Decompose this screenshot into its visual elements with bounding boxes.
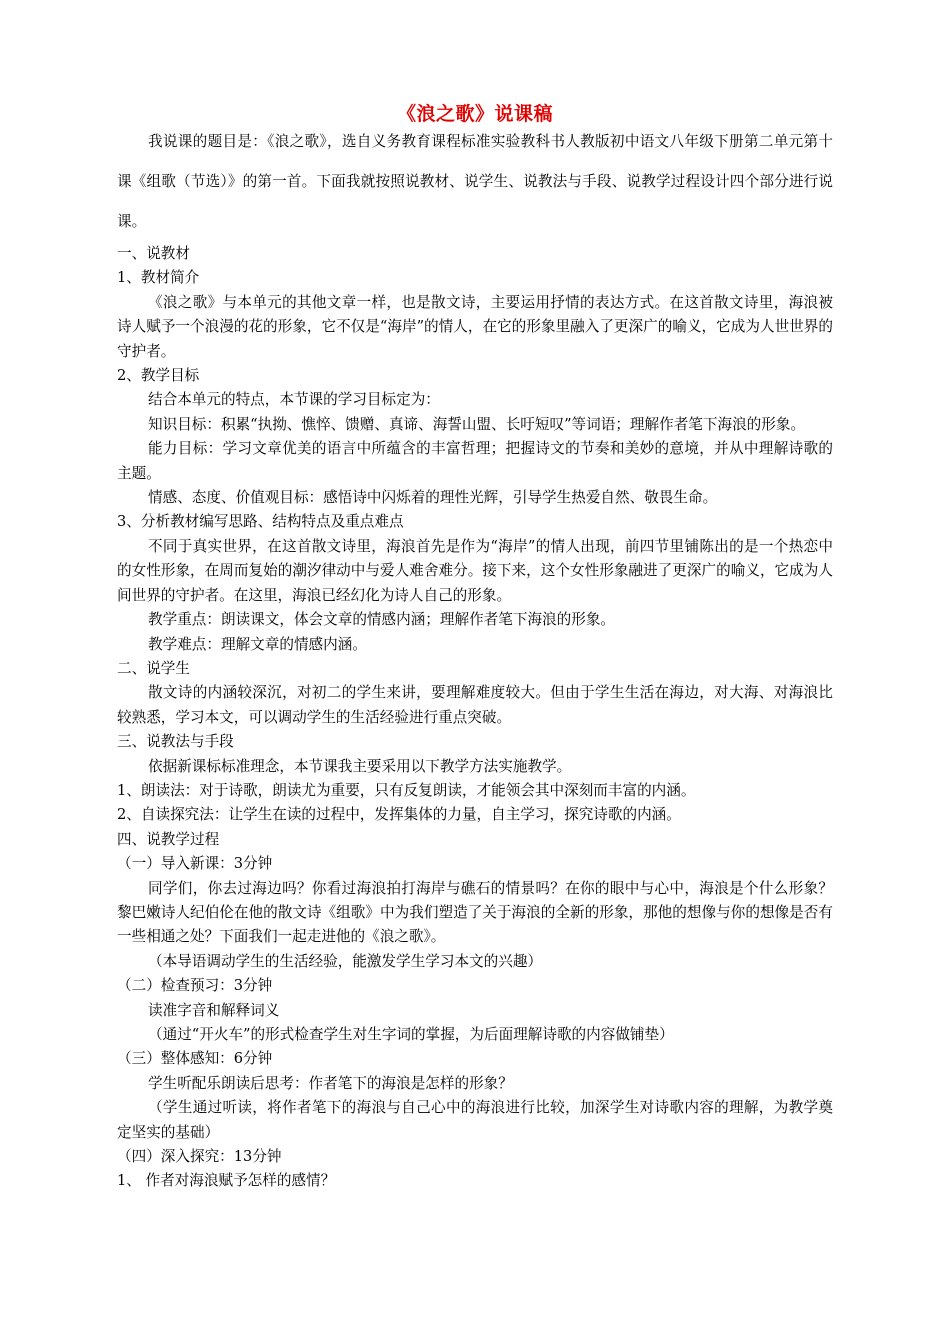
section-heading: 二、说学生 (117, 659, 190, 677)
body-paragraph: 学生听配乐朗读后思考：作者笔下的海浪是怎样的形象？ (148, 1074, 513, 1092)
section-heading: 三、说教法与手段 (117, 733, 234, 751)
body-paragraph: （本导语调动学生的生活经验，能激发学生学习本文的兴趣） (148, 952, 543, 970)
body-paragraph: 教学重点：朗读课文，体会文章的情感内涵；理解作者笔下海浪的形象。 (148, 611, 616, 629)
body-paragraph: 能力目标：学习文章优美的语言中所蕴含的丰富哲理；把握诗文的节奏和美妙的意境，并从中理解诗歌的主题。 (117, 440, 833, 482)
section-heading: （四）深入探究：13分钟 (117, 1148, 282, 1166)
section-heading: 3、分析教材编写思路、结构特点及重点难点 (117, 513, 404, 531)
document-body (117, 242, 833, 1194)
body-paragraph: （通过“开火车”的形式检查学生对生字词的掌握，为后面理解诗歌的内容做铺垫） (148, 1026, 674, 1043)
body-paragraph: 同学们，你去过海边吗？你看过海浪拍打海岸与礁石的情景吗？在你的眼中与心中，海浪是个什么形象？黎巴嫩诗人纪伯伦在他的散文诗《组歌》中为我们塑造了关于海浪的全新的形象，那他的想像与你的想像是否有一些相通之处？下面我们一起走进他的《浪之歌》。 (117, 879, 833, 946)
document-title: 《浪之歌》说课稿 (396, 103, 553, 125)
section-heading: 1、朗读法：对于诗歌，朗读尤为重要，只有反复朗读，才能领会其中深刻而丰富的内涵。 (117, 781, 696, 799)
section-heading: （三）整体感知：6分钟 (117, 1050, 273, 1068)
section-heading: 四、说教学过程 (117, 830, 220, 848)
body-paragraph: 知识目标：积累“执拗、憔悴、馈赠、真谛、海誓山盟、长吁短叹”等词语；理解作者笔下海浪的形象。 (148, 415, 806, 433)
section-heading: 一、说教材 (117, 245, 190, 262)
body-paragraph: 读准字音和解释词义 (148, 1001, 280, 1019)
body-paragraph: 情感、态度、价值观目标：感悟诗中闪烁着的理性光辉，引导学生热爱自然、敬畏生命。 (148, 489, 718, 507)
body-paragraph: 散文诗的内涵较深沉，对初二的学生来讲，要理解难度较大。但由于学生生活在海边，对大海、对海浪比较熟悉，学习本文，可以调动学生的生活经验进行重点突破。 (117, 684, 833, 726)
body-paragraph: 不同于真实世界，在这首散文诗里，海浪首先是作为“海岸”的情人出现，前四节里铺陈出的是一个热恋中的女性形象，在周而复始的潮汐律动中与爱人难舍难分。接下来，这个女性形象融进了更深广的喻义，它成为人间世界的守护者。在这里，海浪已经幻化为诗人自己的形象。 (117, 537, 833, 604)
section-heading: 1、 作者对海浪赋予怎样的感情？ (117, 1172, 336, 1190)
body-paragraph: （学生通过听读，将作者笔下的海浪与自己心中的海浪进行比较，加深学生对诗歌内容的理解，为教学奠定坚实的基础） (117, 1099, 833, 1141)
body-paragraph: 教学难点：理解文章的情感内涵。 (148, 635, 367, 653)
section-heading: （一）导入新课：3分钟 (117, 855, 273, 873)
section-heading: （二）检查预习：3分钟 (117, 977, 273, 995)
body-paragraph: 结合本单元的特点，本节课的学习目标定为： (148, 391, 440, 409)
body-paragraph: 《浪之歌》与本单元的其他文章一样，也是散文诗，主要运用抒情的表达方式。在这首散文诗里，海浪被诗人赋予一个浪漫的花的形象，它不仅是“海岸”的情人，在它的形象里融入了更深广的喻义，它成为人世世界的守护者。 (117, 293, 833, 360)
body-paragraph: 依据新课标标准理念，本节课我主要采用以下教学方法实施教学。 (148, 757, 572, 775)
intro-paragraph: 我说课的题目是：《浪之歌》，选自义务教育课程标准实验教科书人教版初中语文八年级下册第二单元第十课《组歌（节选）》的第一首。下面我就按照说教材、说学生、说教法与手段、说教学过程设计四个部分进行说课。 (117, 133, 833, 230)
section-heading: 2、自读探究法：让学生在读的过程中，发挥集体的力量，自主学习，探究诗歌的内涵。 (117, 806, 681, 824)
section-heading: 1、教材简介 (117, 269, 200, 287)
section-heading: 2、教学目标 (117, 367, 200, 385)
